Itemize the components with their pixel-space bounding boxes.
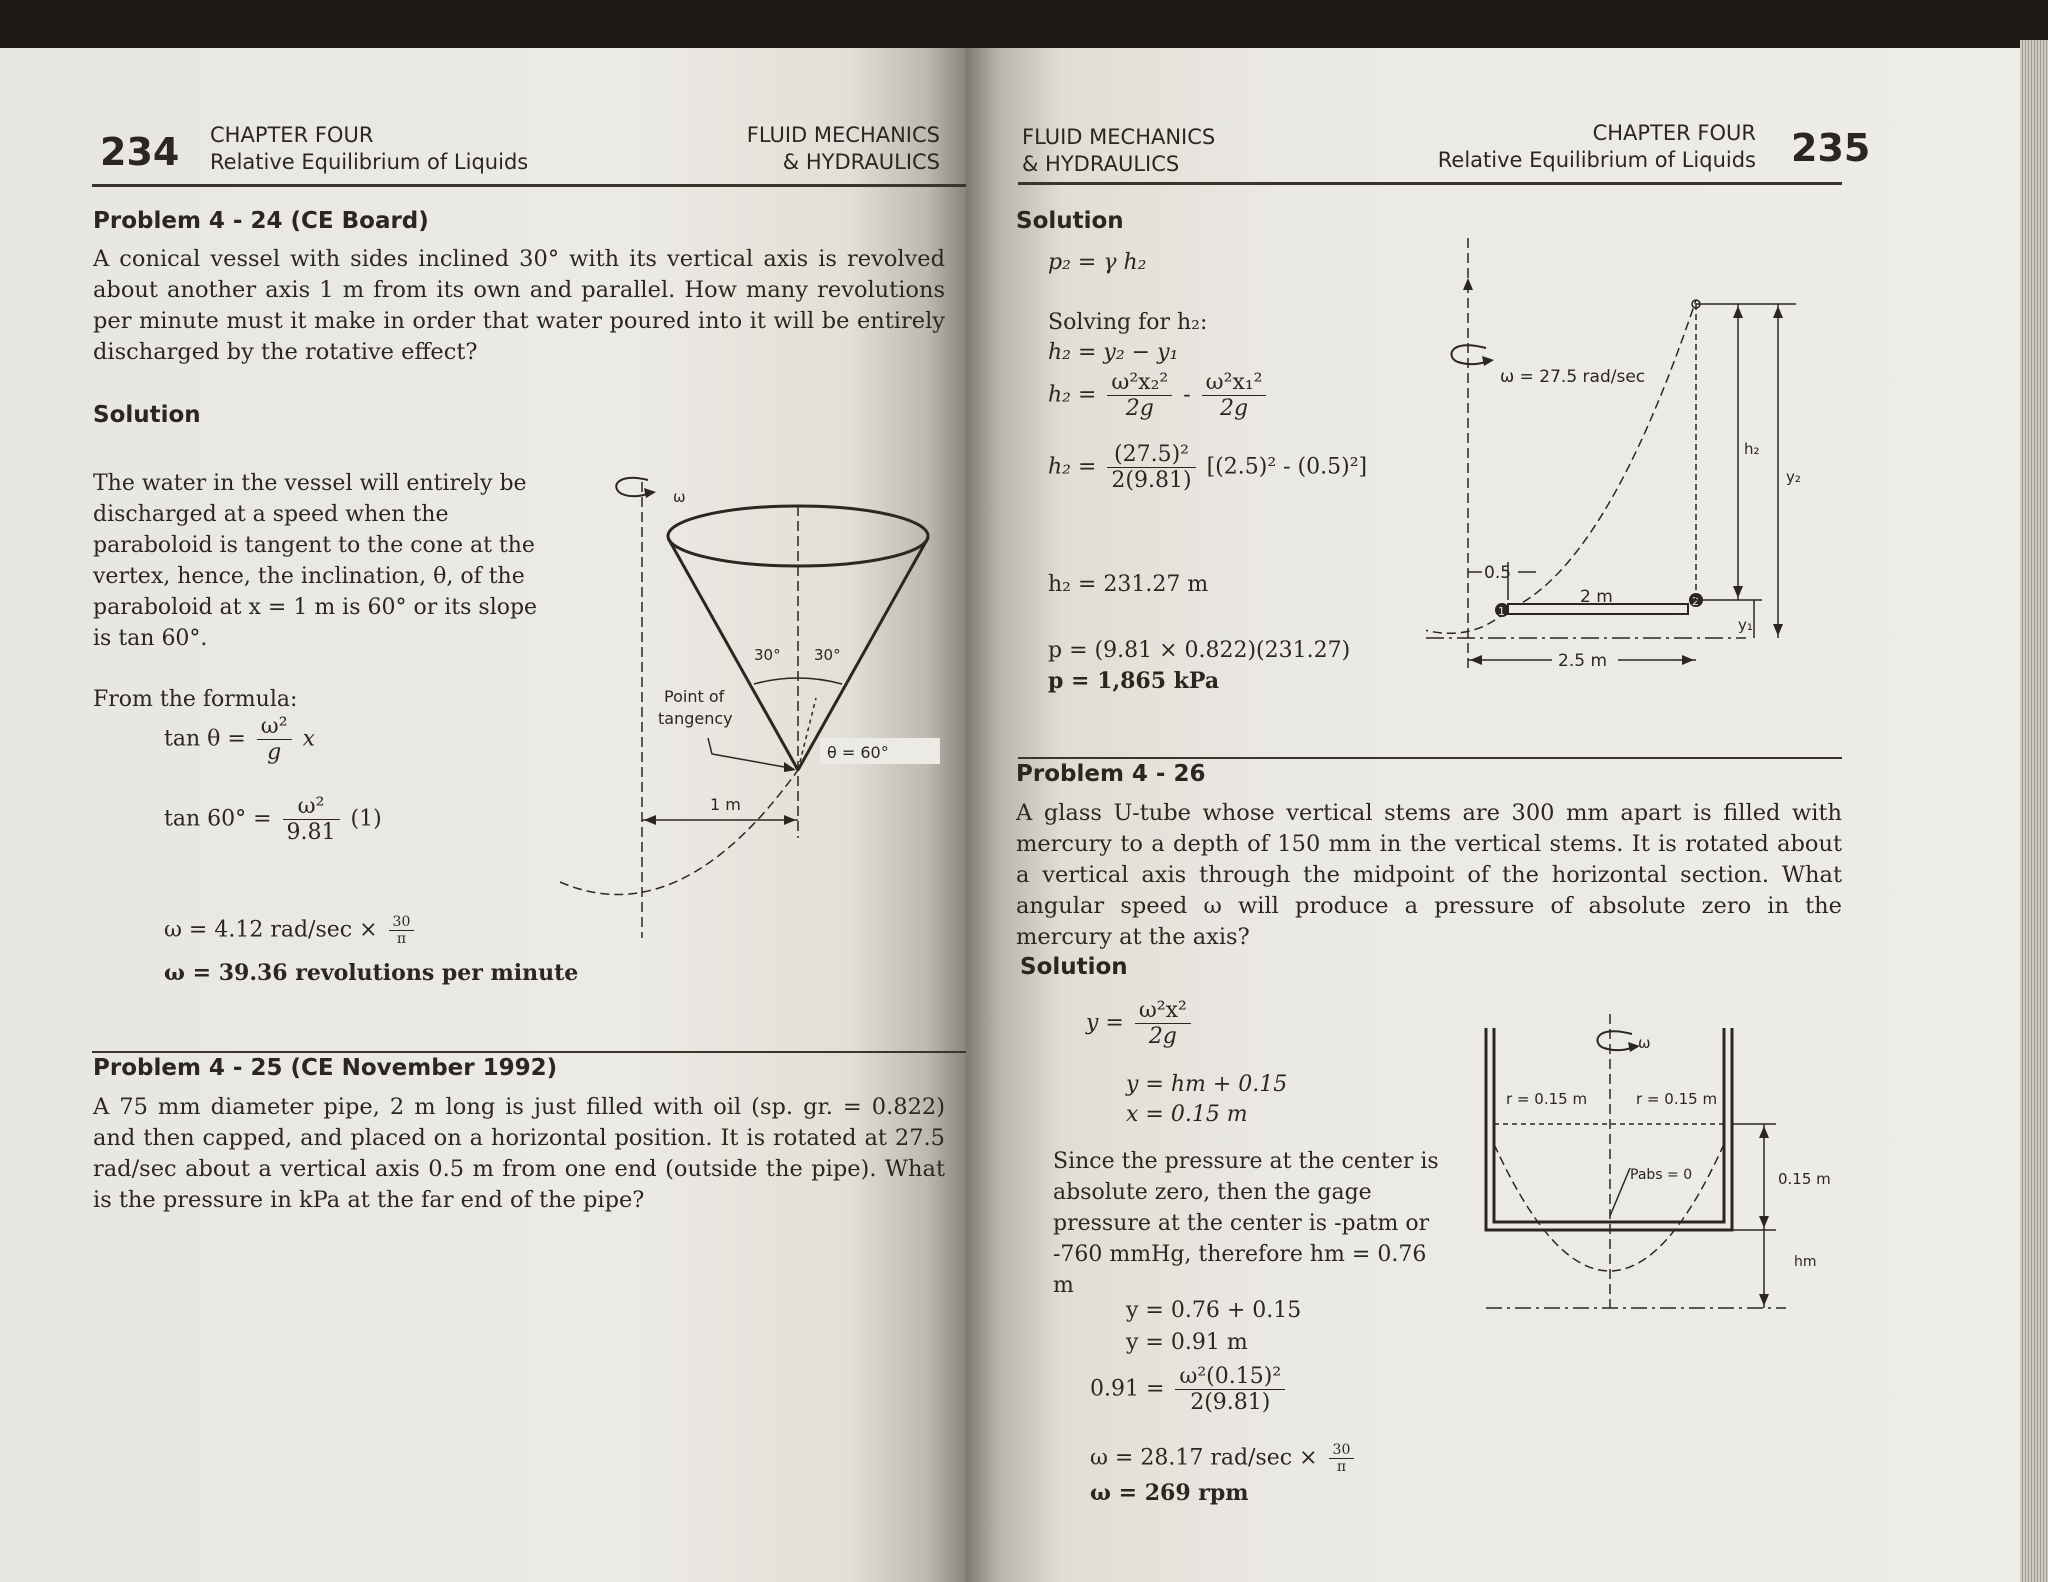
dist-25-arrow-right-icon — [1682, 655, 1694, 665]
problem-title: Problem 4 - 25 (CE November 1992) — [93, 1055, 558, 1081]
problem-title: Problem 4 - 24 (CE Board) — [93, 208, 429, 234]
equation-tan-60: tan 60° = $\frac{\text{ω²}}{9.81}$ (1) — [164, 794, 382, 845]
right-page — [966, 48, 2022, 1582]
equation-p-a: p = (9.81 × 0.822)(231.27) — [1048, 638, 1351, 663]
solution-heading: Solution — [1020, 954, 1128, 980]
point-2-label: 2 — [1692, 595, 1699, 608]
point-1-label: 1 — [1498, 605, 1505, 618]
left-page — [0, 48, 966, 1582]
pipe-length-label: 2 m — [1580, 587, 1613, 607]
depth-arrow-bottom-icon — [1759, 1216, 1769, 1228]
angle-left-label: 30° — [754, 646, 781, 664]
equation-h2-d: h₂ = 231.27 m — [1048, 572, 1209, 597]
h2-label: h₂ — [1744, 440, 1760, 458]
dist-05-label: 0.5 — [1484, 563, 1512, 583]
distance-label: 1 m — [710, 795, 741, 814]
solution-explanation: The water in the vessel will entirely be discharged at a speed when the paraboloid is tangent to the cone at the vertex, hence, the inclination, θ, of the paraboloid at x = 1 m is 60° or its slope is tan 60°. — [93, 471, 538, 651]
equation-c3: 0.91 = $\frac{\text{ω²(0.15)²}}{2(9.81)}$ — [1090, 1364, 1289, 1415]
omega-label: ω — [1638, 1034, 1651, 1052]
pabs-leader — [1610, 1168, 1630, 1216]
arrowhead-icon — [644, 488, 656, 498]
solution-heading: Solution — [1016, 208, 1124, 234]
equation-c4: ω = 28.17 rad/sec × $\frac{30}{\pi}$ — [1090, 1442, 1358, 1475]
tangency-label-line2: tangency — [658, 709, 733, 728]
distance-arrow-right-icon — [784, 815, 796, 825]
equation-omega: ω = 4.12 rad/sec × $\frac{30}{\pi}$ — [164, 914, 418, 947]
header-rule — [92, 184, 966, 187]
h2-arrow-bottom-icon — [1733, 586, 1743, 598]
dist-25-label: 2.5 m — [1558, 651, 1607, 671]
solution-explanation: Since the pressure at the center is absolute zero, then the gage pressure at the center is -patm or -760 mmHg, therefore hm = 0.76 m — [1053, 1149, 1439, 1298]
equation-h2-b: h₂ = $\frac{\text{ω²x₂²}}{2g}$ - $\frac{\text{ω²x₁²}}{2g}$ — [1048, 370, 1270, 421]
hm-label: hm — [1794, 1254, 1817, 1270]
equation-c1: y = 0.76 + 0.15 — [1126, 1298, 1302, 1323]
hm-arrow-bottom-icon — [1759, 1294, 1769, 1306]
equation-h2-c: h₂ = $\frac{\text{(27.5)²}}{2(9.81)}$ [(2.5)² - (0.5)²] — [1048, 442, 1368, 493]
cone-diagram — [540, 458, 960, 948]
header-rule — [1018, 182, 1842, 185]
solving-for-label: Solving for h₂: — [1048, 310, 1208, 335]
u-tube-inner — [1494, 1028, 1724, 1222]
page-number: 234 — [100, 130, 180, 174]
omega-label: ω = 27.5 rad/sec — [1500, 367, 1646, 387]
page-number: 235 — [1791, 126, 1871, 170]
equation-x: x = 0.15 m — [1126, 1102, 1248, 1127]
y2-arrow-top-icon — [1773, 306, 1783, 318]
y1-label: y₁ — [1738, 616, 1753, 634]
chapter-label: CHAPTER FOUR — [1592, 121, 1756, 145]
book-title-line1: FLUID MECHANICS — [1022, 125, 1216, 149]
y2-label: y₂ — [1786, 468, 1801, 486]
radius-right-label: r = 0.15 m — [1636, 1090, 1718, 1108]
equation-h2-a: h₂ = y₂ − y₁ — [1048, 340, 1179, 365]
equation-tan-theta: tan θ = $\frac{\text{ω²}}{g}$ x — [164, 714, 315, 765]
h2-arrow-top-icon — [1733, 306, 1743, 318]
book-header — [747, 122, 940, 176]
problem-title: Problem 4 - 26 — [1016, 761, 1206, 787]
book-title-line2: & HYDRAULICS — [782, 150, 940, 174]
answer: ω = 269 rpm — [1090, 1480, 1249, 1506]
tangent-line — [798, 698, 816, 770]
answer: ω = 39.36 revolutions per minute — [164, 960, 579, 986]
equation-c2: y = 0.91 m — [1126, 1330, 1248, 1355]
book-title-line1: FLUID MECHANICS — [746, 123, 940, 147]
solution-heading: Solution — [93, 402, 201, 428]
book-header — [1022, 124, 1215, 178]
section-rule — [92, 1051, 966, 1053]
equation-y-b: y = hm + 0.15 — [1126, 1072, 1288, 1097]
depth-label: 0.15 m — [1778, 1170, 1831, 1188]
pressure-parabola — [1426, 300, 1696, 633]
distance-arrow-left-icon — [644, 815, 656, 825]
angle-right-label: 30° — [814, 646, 841, 664]
dist-25-arrow-left-icon — [1470, 655, 1482, 665]
equation-y: y = $\frac{\text{ω²x²}}{2g}$ — [1086, 998, 1195, 1049]
chapter-subtitle: Relative Equilibrium of Liquids — [1437, 148, 1756, 172]
formula-intro: From the formula: — [93, 687, 298, 712]
book-title-line2: & HYDRAULICS — [1022, 152, 1180, 176]
equation-p2: p₂ = γ h₂ — [1048, 250, 1147, 275]
chapter-label: CHAPTER FOUR — [210, 123, 374, 147]
u-tube-diagram — [1476, 1008, 1866, 1318]
y2-arrow-bottom-icon — [1773, 624, 1783, 636]
radius-left-label: r = 0.15 m — [1506, 1090, 1588, 1108]
problem-statement: A glass U-tube whose vertical stems are 300 mm apart is filled with mercury to a depth of 150 mm in the vertical stems. It is rotated about a vertical axis through the midpoint of the horizontal section. What angular speed ω will produce a pressure of absolute zero in the mercury at the axis? — [1016, 800, 1842, 950]
axis-arrow-icon — [1463, 278, 1473, 290]
chapter-subtitle: Relative Equilibrium of Liquids — [210, 150, 529, 174]
chapter-header — [1416, 120, 1756, 174]
problem-statement: A 75 mm diameter pipe, 2 m long is just filled with oil (sp. gr. = 0.822) and then capped, and placed on a horizontal position. It is rotated at 27.5 rad/sec about a vertical axis 0.5 m from one end (outside the pipe). What is the pressure in kPa at the far end of the pipe? — [93, 1094, 945, 1213]
depth-arrow-top-icon — [1759, 1126, 1769, 1138]
omega-label: ω — [673, 488, 686, 506]
section-rule — [1018, 757, 1842, 759]
pabs-label: Pabs = 0 — [1630, 1167, 1693, 1183]
equation-p-b: p = 1,865 kPa — [1048, 668, 1220, 694]
paraboloid-curve — [560, 770, 798, 895]
tangency-label-line1: Point of — [664, 687, 725, 706]
page-edge — [2020, 40, 2048, 1582]
tangency-leader — [708, 738, 790, 768]
arrowhead-icon — [1482, 356, 1494, 366]
pressure-parabola — [1494, 1144, 1724, 1271]
chapter-header — [210, 122, 528, 176]
pipe-rotation-diagram — [1426, 228, 1826, 698]
problem-statement: A conical vessel with sides inclined 30° with its vertical axis is revolved about another axis 1 m from its own and parallel. How many revolutions per minute must it make in order that water poured into it will be entirely discharged by the rotative effect? — [93, 246, 945, 365]
theta-label: θ = 60° — [827, 743, 889, 762]
